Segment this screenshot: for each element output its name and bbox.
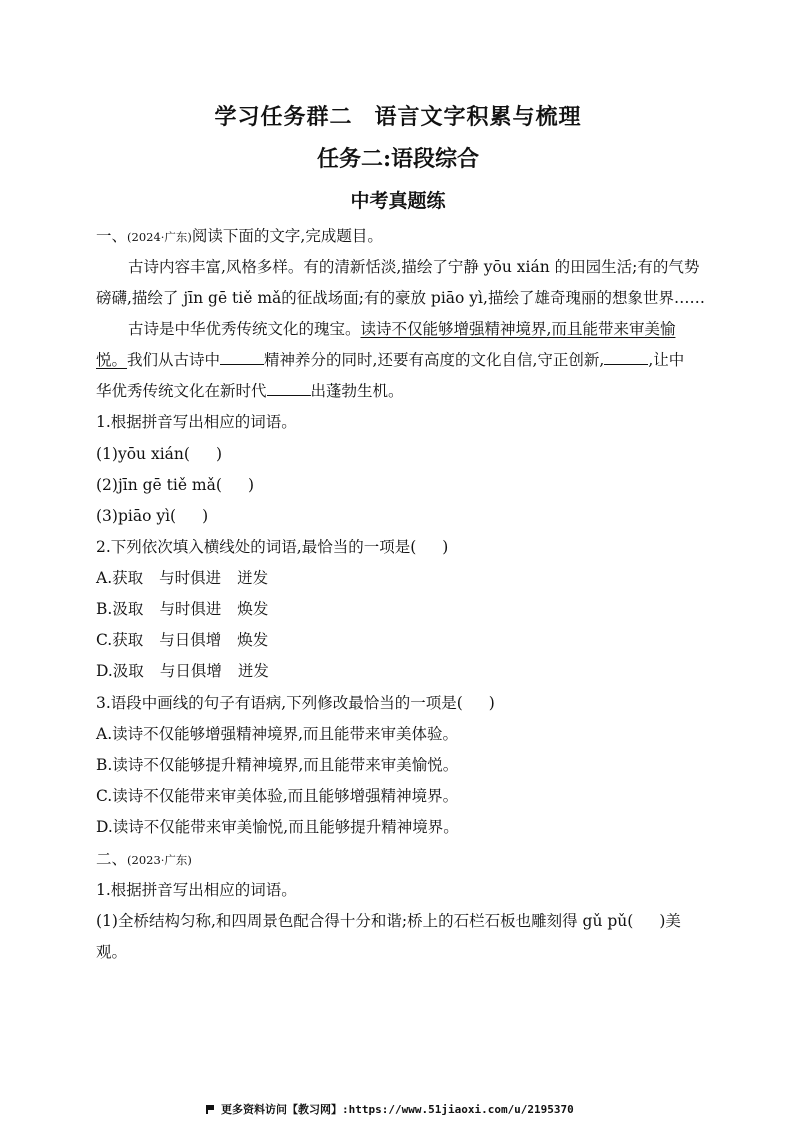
q1-sub2-option-c: C.获取 与日俱增 焕发 (96, 631, 269, 649)
q1-sub2-option-b: B.汲取 与时俱进 焕发 (96, 600, 269, 618)
q1-sub3-option-d: D.读诗不仅能带来审美愉悦,而且能够提升精神境界。 (96, 818, 459, 836)
page-title: 学习任务群二 语言文字积累与梳理 (214, 104, 582, 130)
q1-sub2-title: 2.下列依次填入横线处的词语,最恰当的一项是( ) (96, 538, 449, 556)
flag-icon (206, 1105, 217, 1114)
underlined-sentence: 读诗不仅能够增强精神境界,而且能带来审美愉 (360, 320, 676, 338)
q1-sub3-option-c: C.读诗不仅能带来审美体验,而且能够增强精神境界。 (96, 787, 459, 805)
q1-sub3-option-a: A.读诗不仅能够增强精神境界,而且能带来审美体验。 (96, 725, 459, 743)
q1-sub1-item-1: (1)yōu xián( ) (96, 445, 222, 463)
q1-paragraph-2-line-3: 华优秀传统文化在新时代 出蓬勃生机。 (96, 382, 404, 400)
q1-sub1-item-3: (3)piāo yì( ) (96, 507, 209, 525)
footer-link[interactable]: 更多资料访问【教习网】:https://www.51jiaoxi.com/u/2195370 (206, 1101, 574, 1117)
q2-sub1-item-1-cont: 观。 (96, 943, 128, 961)
fill-blank-3 (267, 381, 311, 396)
q1-sub1-title: 1.根据拼音写出相应的词语。 (96, 413, 297, 431)
q1-sub2-option-d: D.汲取 与日俱增 迸发 (96, 662, 269, 680)
q2-sub1-title: 1.根据拼音写出相应的词语。 (96, 881, 297, 899)
q1-sub2-option-a: A.获取 与时俱进 迸发 (96, 569, 269, 587)
q2-header: 二、(2023·广东) (96, 850, 192, 868)
q1-sub3-option-b: B.读诗不仅能够提升精神境界,而且能带来审美愉悦。 (96, 756, 459, 774)
q2-sub1-item-1: (1)全桥结构匀称,和四周景色配合得十分和谐;桥上的石栏石板也雕刻得 gǔ pǔ( )美 (96, 912, 681, 930)
q1-paragraph-2-line-2: 悦。我们从古诗中 精神养分的同时,还要有高度的文化自信,守正创新, ,让中 (96, 351, 685, 369)
section-title: 中考真题练 (350, 190, 446, 212)
q1-paragraph-1-line-1: 古诗内容丰富,风格多样。有的清新恬淡,描绘了宁静 yōu xián 的田园生活;有的气势 (128, 258, 700, 276)
fill-blank-2 (604, 350, 648, 365)
q1-header: 一、(2024·广东)阅读下面的文字,完成题目。 (96, 227, 383, 245)
task-subtitle: 任务二:语段综合 (316, 146, 480, 172)
fill-blank-1 (220, 350, 264, 365)
q1-paragraph-2-line-1: 古诗是中华优秀传统文化的瑰宝。读诗不仅能够增强精神境界,而且能带来审美愉 (128, 320, 676, 338)
q1-paragraph-1-line-2: 磅礴,描绘了 jīn gē tiě mǎ的征战场面;有的豪放 piāo yì,描绘了雄奇瑰丽的想象世界…… (96, 289, 705, 307)
q1-sub1-item-2: (2)jīn gē tiě mǎ( ) (96, 476, 254, 494)
q1-sub3-title: 3.语段中画线的句子有语病,下列修改最恰当的一项是( ) (96, 694, 495, 712)
